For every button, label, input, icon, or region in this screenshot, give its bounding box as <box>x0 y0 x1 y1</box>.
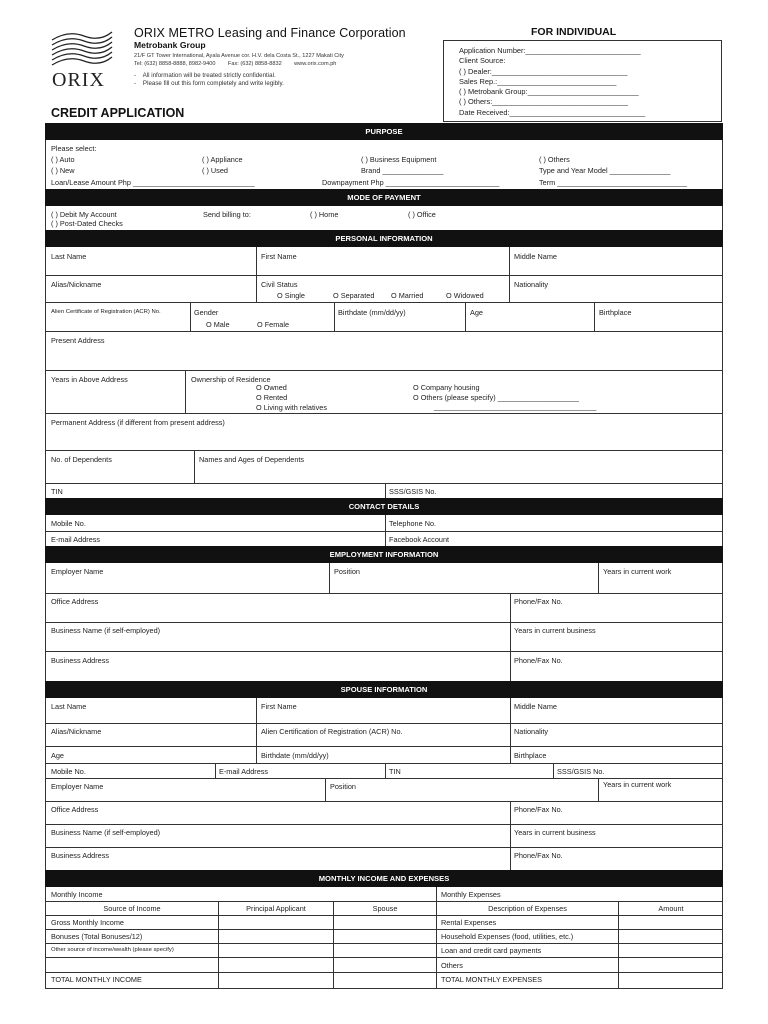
others-residence-line[interactable]: ________________________________________ <box>434 402 597 411</box>
spouse-business-name-field[interactable]: Business Name (if self-employed) <box>51 828 161 837</box>
used-option[interactable]: ( ) Used <box>202 166 228 175</box>
sales-rep-field[interactable]: Sales Rep.:_____________________________ <box>459 76 617 86</box>
divider <box>594 302 595 331</box>
divider <box>256 247 257 302</box>
others-purpose-option[interactable]: ( ) Others <box>539 155 570 164</box>
divider <box>45 957 723 958</box>
birthplace-field[interactable]: Birthplace <box>599 308 632 317</box>
living-relatives-option[interactable]: O Living with relatives <box>256 403 327 412</box>
age-field[interactable]: Age <box>470 308 483 317</box>
application-box <box>443 40 722 122</box>
bonuses-label: Bonuses (Total Bonuses/12) <box>51 932 143 941</box>
divider <box>194 450 195 483</box>
business-address-field[interactable]: Business Address <box>51 656 110 665</box>
metrobank-group-option[interactable]: ( ) Metrobank Group:___________________________ <box>459 87 639 97</box>
divider <box>385 483 386 498</box>
section-mode-of-payment: MODE OF PAYMENT <box>45 189 723 206</box>
divider <box>45 622 723 623</box>
household-expenses-label: Household Expenses (food, utilities, etc.) <box>441 932 574 941</box>
separated-option[interactable]: O Separated <box>333 291 375 300</box>
divider <box>45 651 723 652</box>
divider <box>509 247 510 302</box>
divider <box>45 943 723 944</box>
facebook-field[interactable]: Facebook Account <box>389 535 450 544</box>
application-number-field[interactable]: Application Number:____________________________ <box>459 46 641 55</box>
dependents-names-field[interactable]: Names and Ages of Dependents <box>199 455 305 464</box>
divider <box>510 698 511 763</box>
auto-option[interactable]: ( ) Auto <box>51 155 75 164</box>
divider <box>598 563 599 593</box>
divider <box>215 763 216 778</box>
section-monthly-income-expenses: MONTHLY INCOME AND EXPENSES <box>45 870 723 887</box>
total-income-label: TOTAL MONTHLY INCOME <box>51 975 142 984</box>
spouse-employer-field[interactable]: Employer Name <box>51 782 104 791</box>
divider <box>45 901 723 902</box>
divider <box>436 887 437 989</box>
client-source-label: Client Source: <box>459 56 506 66</box>
female-option[interactable]: O Female <box>257 320 290 329</box>
divider <box>256 698 257 763</box>
total-expenses-label: TOTAL MONTHLY EXPENSES <box>441 975 542 984</box>
telephone-field[interactable]: Telephone No. <box>389 519 437 528</box>
spouse-years-work-field[interactable]: Years in current work <box>603 780 672 789</box>
section-contact-details: CONTACT DETAILS <box>45 498 723 515</box>
expense-description-header: Description of Expenses <box>488 904 567 913</box>
years-business-field[interactable]: Years in current business <box>514 626 596 635</box>
other-expenses-label: Others <box>441 961 463 970</box>
divider <box>329 563 330 593</box>
spouse-age-field[interactable]: Age <box>51 751 64 760</box>
please-select-label: Please select: <box>51 144 97 153</box>
single-option[interactable]: O Single <box>277 291 305 300</box>
others-option[interactable]: ( ) Others:_________________________________ <box>459 97 628 107</box>
divider <box>45 370 723 371</box>
gross-income-label: Gross Monthly Income <box>51 918 124 927</box>
spouse-alias-field[interactable]: Alias/Nickname <box>51 727 102 736</box>
new-option[interactable]: ( ) New <box>51 166 75 175</box>
others-residence-option[interactable]: O Others (please specify) ____________________ <box>413 393 579 402</box>
company-address: 21/F GT Tower International, Ayala Avenue cor. H.V. dela Costa St., 1227 Makati City Tel: (632) 8858-8888, 8982-9400 Fax: (632) 8858-8832 www.orix.com.ph <box>134 53 344 67</box>
spouse-acr-field[interactable]: Alien Certification of Registration (ACR) No. <box>261 727 403 736</box>
form-title: CREDIT APPLICATION <box>51 106 185 120</box>
spouse-nationality-field[interactable]: Nationality <box>514 727 549 736</box>
divider <box>45 915 723 916</box>
last-name-field[interactable]: Last Name <box>51 252 87 261</box>
divider <box>45 723 723 724</box>
widowed-option[interactable]: O Widowed <box>446 291 484 300</box>
office-address-field[interactable]: Office Address <box>51 597 99 606</box>
type-year-model-field[interactable]: Type and Year Model _______________ <box>539 166 671 175</box>
years-work-field[interactable]: Years in current work <box>603 567 672 576</box>
civil-status-label: Civil Status <box>261 280 298 289</box>
section-personal-information: PERSONAL INFORMATION <box>45 230 723 247</box>
permanent-address-field[interactable]: Permanent Address (if different from present address) <box>51 418 225 427</box>
source-income-header: Source of Income <box>103 904 161 913</box>
dependents-field[interactable]: No. of Dependents <box>51 455 112 464</box>
section-employment-information: EMPLOYMENT INFORMATION <box>45 546 723 563</box>
business-equipment-option[interactable]: ( ) Business Equipment <box>361 155 437 164</box>
spouse-business-phone-field[interactable]: Phone/Fax No. <box>514 851 563 860</box>
company-name: ORIX METRO Leasing and Finance Corporation <box>134 26 406 40</box>
company-group: Metrobank Group <box>134 40 206 50</box>
divider <box>45 275 723 276</box>
employer-name-field[interactable]: Employer Name <box>51 567 104 576</box>
ownership-label: Ownership of Residence <box>191 375 271 384</box>
spouse-birthplace-field[interactable]: Birthplace <box>514 751 547 760</box>
spouse-office-address-field[interactable]: Office Address <box>51 805 99 814</box>
section-purpose: PURPOSE <box>45 123 723 140</box>
other-source-label: Other source of income/wealth (please specify) <box>51 947 174 953</box>
loan-cc-payments-label: Loan and credit card payments <box>441 946 542 955</box>
spouse-mobile-field[interactable]: Mobile No. <box>51 767 86 776</box>
divider <box>45 763 723 764</box>
email-field[interactable]: E-mail Address <box>51 535 101 544</box>
orix-logo <box>50 28 114 90</box>
form-type: FOR INDIVIDUAL <box>531 26 617 38</box>
middle-name-field[interactable]: Middle Name <box>514 252 557 261</box>
send-billing-label: Send billing to: <box>203 210 251 219</box>
debit-account-option[interactable]: ( ) Debit My Account <box>51 210 117 219</box>
divider <box>45 972 723 973</box>
business-phone-field[interactable]: Phone/Fax No. <box>514 656 563 665</box>
acr-field[interactable]: Alien Certificate of Registration (ACR) No. <box>51 309 161 315</box>
rental-expenses-label: Rental Expenses <box>441 918 497 927</box>
married-option[interactable]: O Married <box>391 291 424 300</box>
spouse-header: Spouse <box>372 904 398 913</box>
position-field[interactable]: Position <box>334 567 360 576</box>
business-name-field[interactable]: Business Name (if self-employed) <box>51 626 161 635</box>
divider <box>45 778 723 779</box>
divider <box>45 746 723 747</box>
gender-label: Gender <box>194 308 219 317</box>
spouse-years-business-field[interactable]: Years in current business <box>514 828 596 837</box>
divider <box>510 593 511 681</box>
logo-text: ORIX <box>52 69 105 90</box>
spouse-sss-field[interactable]: SSS/GSIS No. <box>557 767 605 776</box>
rented-option[interactable]: O Rented <box>256 393 288 402</box>
first-name-field[interactable]: First Name <box>261 252 297 261</box>
spouse-email-field[interactable]: E-mail Address <box>219 767 269 776</box>
divider <box>334 302 335 331</box>
spouse-birthdate-field[interactable]: Birthdate (mm/dd/yy) <box>261 751 329 760</box>
billing-office-option[interactable]: ( ) Office <box>408 210 436 219</box>
spouse-first-name-field[interactable]: First Name <box>261 702 297 711</box>
divider <box>598 778 599 801</box>
years-address-field[interactable]: Years in Above Address <box>51 375 128 384</box>
owned-option[interactable]: O Owned <box>256 383 287 392</box>
divider <box>45 847 723 848</box>
term-field[interactable]: Term ________________________________ <box>539 178 688 187</box>
divider <box>45 331 723 332</box>
divider <box>45 413 723 414</box>
divider <box>45 450 723 451</box>
divider <box>465 302 466 331</box>
sss-field[interactable]: SSS/GSIS No. <box>389 487 437 496</box>
divider <box>218 901 219 989</box>
alias-field[interactable]: Alias/Nickname <box>51 280 102 289</box>
divider <box>185 370 186 413</box>
amount-header: Amount <box>658 904 684 913</box>
divider <box>618 901 619 989</box>
divider <box>45 929 723 930</box>
post-dated-checks-option[interactable]: ( ) Post-Dated Checks <box>51 219 123 228</box>
spouse-business-address-field[interactable]: Business Address <box>51 851 110 860</box>
divider <box>510 801 511 870</box>
spouse-last-name-field[interactable]: Last Name <box>51 702 87 711</box>
divider <box>553 763 554 778</box>
divider <box>45 801 723 802</box>
birthdate-field[interactable]: Birthdate (mm/dd/yy) <box>338 308 406 317</box>
form-notes: - All information will be treated strictly confidential. - Please fill out this form completely and write legibly. <box>134 72 284 87</box>
monthly-income-label: Monthly Income <box>51 890 103 899</box>
divider <box>45 824 723 825</box>
monthly-expenses-label: Monthly Expenses <box>441 890 501 899</box>
divider <box>45 593 723 594</box>
dealer-option[interactable]: ( ) Dealer:_________________________________ <box>459 66 628 76</box>
billing-home-option[interactable]: ( ) Home <box>310 210 339 219</box>
spouse-tin-field[interactable]: TIN <box>389 767 401 776</box>
spouse-middle-name-field[interactable]: Middle Name <box>514 702 557 711</box>
tin-field[interactable]: TIN <box>51 487 63 496</box>
downpayment-field[interactable]: Downpayment Php ____________________________ <box>322 178 500 187</box>
divider <box>45 302 723 303</box>
male-option[interactable]: O Male <box>206 320 230 329</box>
brand-field[interactable]: Brand _______________ <box>361 166 444 175</box>
divider <box>45 483 723 484</box>
spouse-position-field[interactable]: Position <box>330 782 356 791</box>
loan-amount-field[interactable]: Loan/Lease Amount Php ______________________________ <box>51 178 255 187</box>
divider <box>325 778 326 801</box>
divider <box>385 763 386 778</box>
divider <box>385 515 386 546</box>
section-spouse-information: SPOUSE INFORMATION <box>45 681 723 698</box>
mobile-field[interactable]: Mobile No. <box>51 519 86 528</box>
divider <box>333 901 334 989</box>
appliance-option[interactable]: ( ) Appliance <box>202 155 243 164</box>
spouse-phone-fax-field[interactable]: Phone/Fax No. <box>514 805 563 814</box>
nationality-field[interactable]: Nationality <box>514 280 549 289</box>
divider <box>45 531 723 532</box>
phone-fax-field[interactable]: Phone/Fax No. <box>514 597 563 606</box>
company-housing-option[interactable]: O Company housing <box>413 383 480 392</box>
date-received-field[interactable]: Date Received:_________________________________ <box>459 107 646 117</box>
divider <box>190 302 191 331</box>
principal-applicant-header: Principal Applicant <box>246 904 306 913</box>
present-address-field[interactable]: Present Address <box>51 336 105 345</box>
